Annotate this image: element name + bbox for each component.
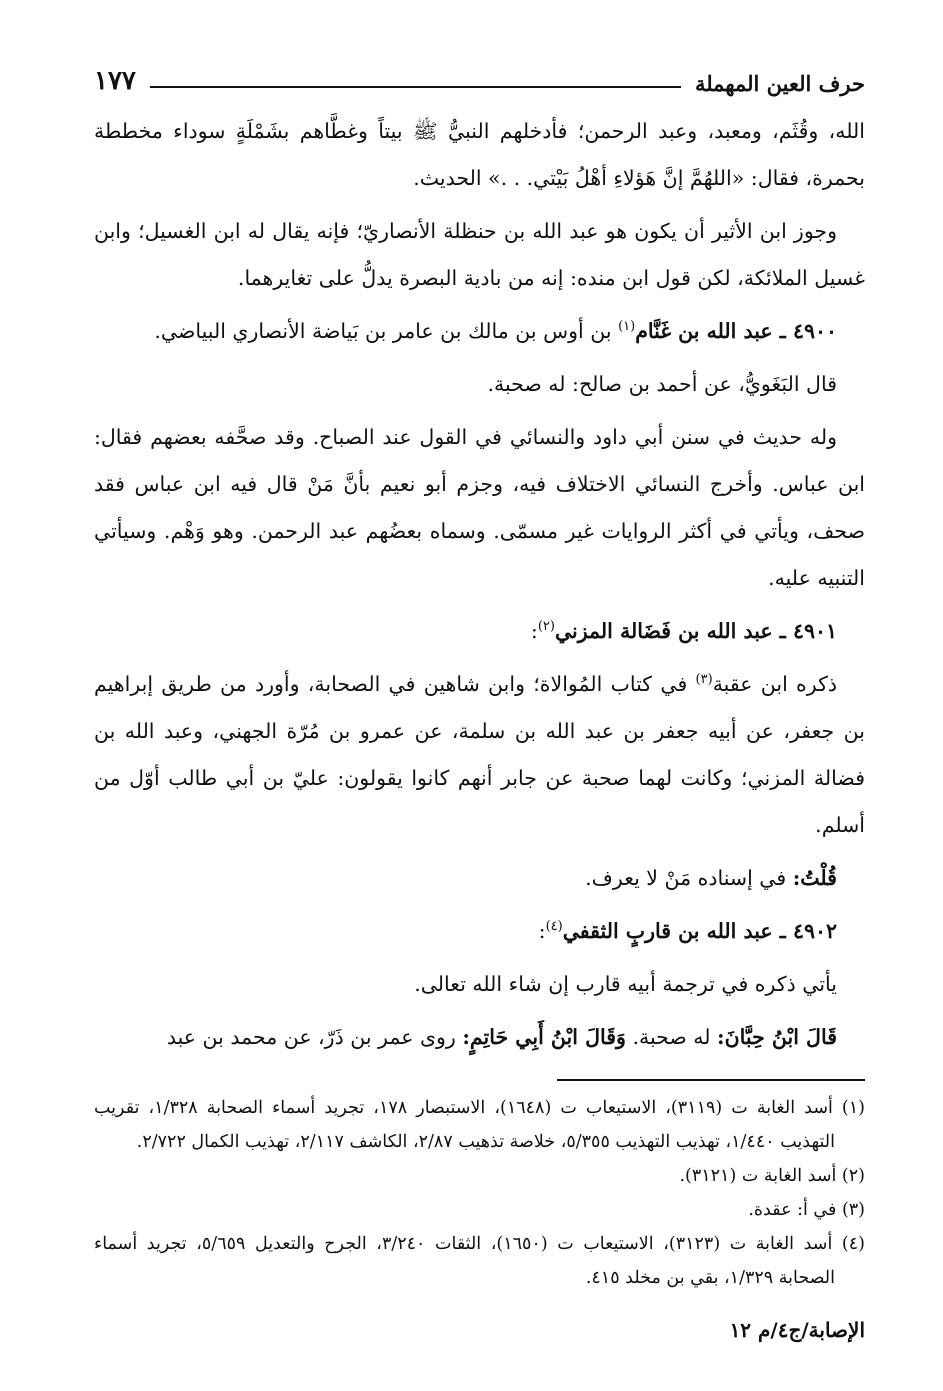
footnote-ref: (١) <box>618 319 636 335</box>
main-text <box>94 108 865 1061</box>
entry-heading: ٤٩٠٢ ـ عبد الله بن قاربٍ الثقفي <box>562 919 837 943</box>
header-rule <box>150 86 681 88</box>
qultu-label: قُلْتُ: <box>792 866 837 890</box>
entry-heading: ٤٩٠٠ ـ عبد الله بن غَنَّام <box>635 319 837 343</box>
entry-4900 <box>94 308 865 355</box>
footnote-ref: (٢) <box>537 619 555 635</box>
signature-mark: الإصابة/ج٤/م ١٢ <box>729 1318 865 1342</box>
footnote-ref: (٤) <box>545 919 563 935</box>
footnote-divider <box>557 1079 865 1081</box>
running-title: حرف العين المهملة <box>694 71 865 96</box>
footnotes <box>94 1091 865 1295</box>
entry-4901 <box>94 608 865 655</box>
paragraph <box>94 855 865 902</box>
text-run: في إسناده مَنْ لا يعرف. <box>585 866 793 890</box>
entry-colon: : <box>530 619 538 643</box>
quote-label: وَقَالَ ابْنُ أَبِي حَاتِمٍ: <box>462 1025 626 1049</box>
footnote: (٢) أسد الغابة ت (٣١٢١). <box>679 1166 865 1186</box>
page-number: ١٧٧ <box>94 66 136 96</box>
paragraph <box>94 1014 865 1061</box>
text-run: روى عمر بن ذَرّ، عن محمد بن عبد <box>166 1025 463 1049</box>
paragraph: يأتي ذكره في ترجمة أبيه قارب إن شاء الله تعالى. <box>414 972 837 996</box>
page-header <box>94 62 865 96</box>
entry-4902 <box>94 908 865 955</box>
footnote: (٤) أسد الغابة ت (٣١٢٣)، الاستيعاب ت (١٦٥٠)، الثقات ٣/٢٤٠، الجرح والتعديل ٥/٦٥٩، تجريد أسماء الصحابة ١/٣٢٩، بقي بن مخلد ٤١٥. <box>94 1234 865 1288</box>
footnote: (٣) في أ: عقدة. <box>748 1200 865 1220</box>
footnote-ref: (٣) <box>695 672 713 688</box>
text-run: له صحبة. <box>625 1025 718 1049</box>
paragraph: قال البَغَويُّ، عن أحمد بن صالح: له صحبة. <box>487 372 837 396</box>
text-run: في كتاب المُوالاة؛ وابن شاهين في الصحابة، وأورد من طريق إبراهيم بن جعفر، عن أبيه جعفر بن عبد الله بن سلمة، عن عمرو بن مُرّة الجهني، وعبد الله بن فضالة المزني؛ وكانت لهما صحبة عن جابر أنهم كانوا يقولون: عليّ بن أبي طالب أوّل من أسلم. <box>94 672 865 837</box>
paragraph: الله، وقُثَم، ومعبد، وعبد الرحمن؛ فأدخلهم النبيُّ ﷺ بيتاً وغطَّاهم بشَمْلَةٍ سوداء مخططة بحمرة، فقال: «اللهُمَّ إنَّ هَؤلاءِ أهْلُ بَيْتي. . .» الحديث. <box>94 119 865 190</box>
paragraph: وله حديث في سنن أبي داود والنسائي في القول عند الصباح. وقد صحَّفه بعضهم فقال: ابن عباس. وأخرج النسائي الاختلاف فيه، وجزم أبو نعيم بأنَّ مَنْ قال فيه ابن عباس فقد صحف، ويأتي في أكثر الروايات غير مسمّى. وسماه بعضُهم عبد الرحمن. وهو وَهْم. وسيأتي التنبيه عليه. <box>94 425 865 590</box>
footnote: (١) أسد الغابة ت (٣١١٩)، الاستيعاب ت (١٦٤٨)، الاستبصار ١٧٨، تجريد أسماء الصحابة ١/٣٢٨، تقريب التهذيب ١/٤٤٠، تهذيب التهذيب ٥/٣٥٥، خلاصة تذهيب ٢/٨٧، الكاشف ٢/١١٧، تهذيب الكمال ٢/٧٢٢. <box>94 1098 865 1152</box>
quote-label: قَالَ ابْنُ حِبَّانَ: <box>717 1025 837 1049</box>
entry-heading: ٤٩٠١ ـ عبد الله بن فَضَالة المزني <box>554 619 837 643</box>
text-run: ذكره ابن عقبة <box>712 672 837 696</box>
entry-lineage: بن أوس بن مالك بن عامر بن بَياضة الأنصاري البياضي. <box>154 319 619 343</box>
paragraph <box>94 661 865 849</box>
paragraph: وجوز ابن الأثير أن يكون هو عبد الله بن حنظلة الأنصاريّ؛ فإنه يقال له ابن الغسيل؛ وابن غسيل الملائكة، لكن قول ابن منده: إنه من بادية البصرة يدلُّ على تغايرهما. <box>94 219 865 290</box>
entry-colon: : <box>538 919 546 943</box>
